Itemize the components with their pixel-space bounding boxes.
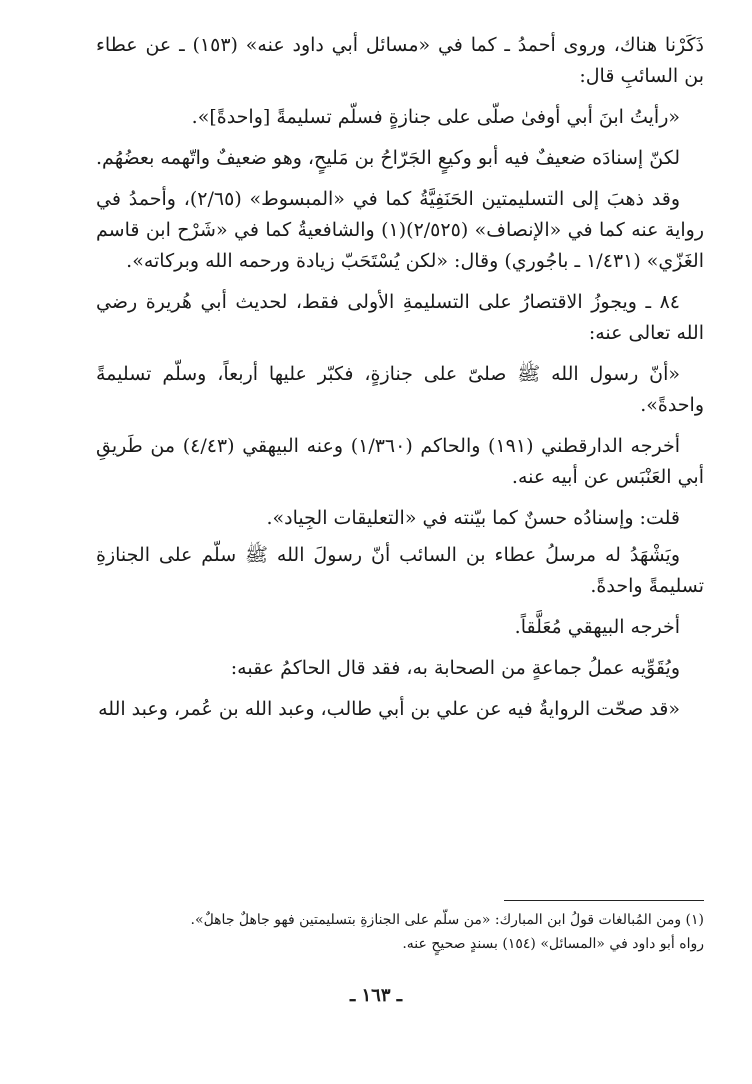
paragraph-9: ويَشْهَدُ له مرسلُ عطاء بن السائب أنّ رسولَ الله ﷺ سلّم على الجنازةِ تسليمةً واحدةً. [96,544,704,597]
footnote-1-continuation: رواه أبو داود في «المسائل» (١٥٤) بسندٍ صحيحٍ عنه. [402,936,704,952]
main-text [96,30,704,735]
paragraph-2: «رأيتُ ابنَ أبي أوفىٰ صلّى على جنازةٍ فسلّم تسليمةً [واحدةً]». [191,106,680,128]
page-number: ـ ١٦٣ ـ [349,985,403,1006]
footnote-1: (١) ومن المُبالغات قولُ ابن المبارك: «من سلّم على الجنازةِ بتسليمتين فهو جاهلٌ جاهلٌ». [190,912,704,928]
paragraph-1: ذَكَرْنا هناك، وروى أحمدُ ـ كما في «مسائل أبي داود عنه» (١٥٣) ـ عن عطاء بن السائبِ قال: [96,34,704,87]
footnotes [96,908,704,956]
paragraph-10: أخرجه البيهقي مُعَلَّقاً. [514,616,680,638]
paragraph-11: ويُقَوِّيه عملُ جماعةٍ من الصحابة به، فقد قال الحاكمُ عقبه: [230,657,680,679]
paragraph-6: «أنّ رسول الله ﷺ صلىّ على جنازةٍ، فكبّر عليها أربعاً، وسلّم تسليمةً واحدةً». [96,363,704,416]
footnote-separator [504,900,704,901]
paragraph-12: «قد صحّت الروايةُ فيه عن علي بن أبي طالب، وعبد الله بن عُمر، وعبد الله [98,698,680,720]
paragraph-3: لكنّ إسنادَه ضعيفٌ فيه أبو وكيعٍ الجَرّاحُ بن مَليحٍ، وهو ضعيفٌ واتّهمه بعضُهُم. [96,147,680,169]
paragraph-8: قلت: وإسنادُه حسنٌ كما بيّنته في «التعليقات الجِياد». [266,507,680,529]
paragraph-5: ٨٤ ـ ويجوزُ الاقتصارُ على التسليمةِ الأولى فقط، لحديث أبي هُريرة رضي الله تعالى عنه: [96,291,704,344]
paragraph-4: وقد ذهبَ إلى التسليمتين الحَنَفِيَّةُ كما في «المبسوط» (٢/٦٥)، وأحمدُ في رواية عنه كما في «الإنصاف» (٢/٥٢٥)(١) والشافعيةُ كما في «شَرْح ابن قاسم الغَزّي» (١/٤٣١ ـ باجُوري) وقال: «لكن يُسْتَحَبّ زيادة ورحمه الله وبركاته». [96,188,704,272]
paragraph-7: أخرجه الدارقطني (١٩١) والحاكم (١/٣٦٠) وعنه البيهقي (٤/٤٣) من طَريقِ أبي العَنْبَس عن أبيه عنه. [96,435,704,488]
